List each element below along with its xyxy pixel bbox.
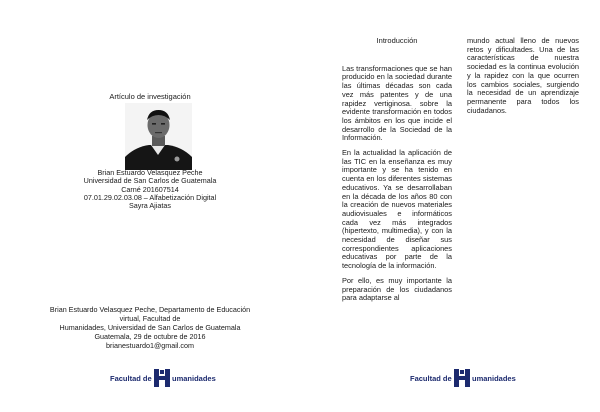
intro-title: Introducción <box>376 36 418 45</box>
paragraph: Por ello, es muy importante la preparación de los ciudadanos para adaptarse al <box>342 275 452 303</box>
author-course: 07.01.29.02.03.08 – Alfabetización Digital <box>83 192 217 202</box>
logo-text-before: Facultad de <box>410 374 452 383</box>
logo-text-before: Facultad de <box>110 374 152 383</box>
logo-text-after: umanidades <box>172 374 216 383</box>
author-photo-image <box>125 103 192 170</box>
text-column-2 <box>467 37 579 121</box>
author-footer <box>0 305 300 350</box>
logo-text-after: umanidades <box>472 374 516 383</box>
footer-line-1: Brian Estuardo Velasquez Peche, Departamento de Educación <box>49 305 251 314</box>
author-info <box>0 169 300 210</box>
footer-line-3: Humanidades, Universidad de San Carlos de Guatemala <box>59 323 241 332</box>
text-column-1 <box>342 37 452 309</box>
footer-line-4: Guatemala, 29 de octubre de 2016 <box>94 332 206 341</box>
faculty-logo <box>110 368 230 388</box>
footer-line-2: virtual, Facultad de <box>119 314 181 323</box>
author-name: Brian Estuardo Velasquez Peche <box>97 168 203 177</box>
faculty-h-icon <box>153 368 171 388</box>
paragraph: En la actualidad la aplicación de las TIC en la enseñanza es muy importante y se ha tenido en cuenta en los diferentes sistemas educativos. Ya se desarrollaban en la década de los años 80 con la creación de nuevos materiales audiovisuales e informáticos cada vez más integrados (hipertexto, multimedia), y con la necesidad de diseñar sus correspondientes aplicaciones educativas por parte de la tecnología de la información. <box>342 148 452 271</box>
right-page <box>300 0 600 412</box>
faculty-h-icon <box>453 368 471 388</box>
author-university: Universidad de San Carlos de Guatemala <box>83 176 217 186</box>
paragraph: mundo actual lleno de nuevos retos y dificultades. Una de las características de nuestra sociedad es la continua evolución y la rapidez con la que ocurren los cambios sociales, surgiendo la necesidad de un aprendizaje permanente para todos los ciudadanos. <box>467 36 579 115</box>
author-photo <box>125 103 192 170</box>
footer-email: brianestuardo1@gmail.com <box>106 341 194 350</box>
author-carne: Carné 201607514 <box>121 184 179 194</box>
article-label: Artículo de investigación <box>109 92 191 101</box>
author-teacher: Sayra Ajiatas <box>129 201 171 211</box>
paragraph: Las transformaciones que se han producido en la sociedad durante las últimas décadas son cada vez más patentes y de una rapidez vertiginosa. sobre la evidente transformación en todos los ámbitos en los que incide el desarrollo de la Sociedad de la Información. <box>342 63 452 143</box>
faculty-logo <box>410 368 530 388</box>
